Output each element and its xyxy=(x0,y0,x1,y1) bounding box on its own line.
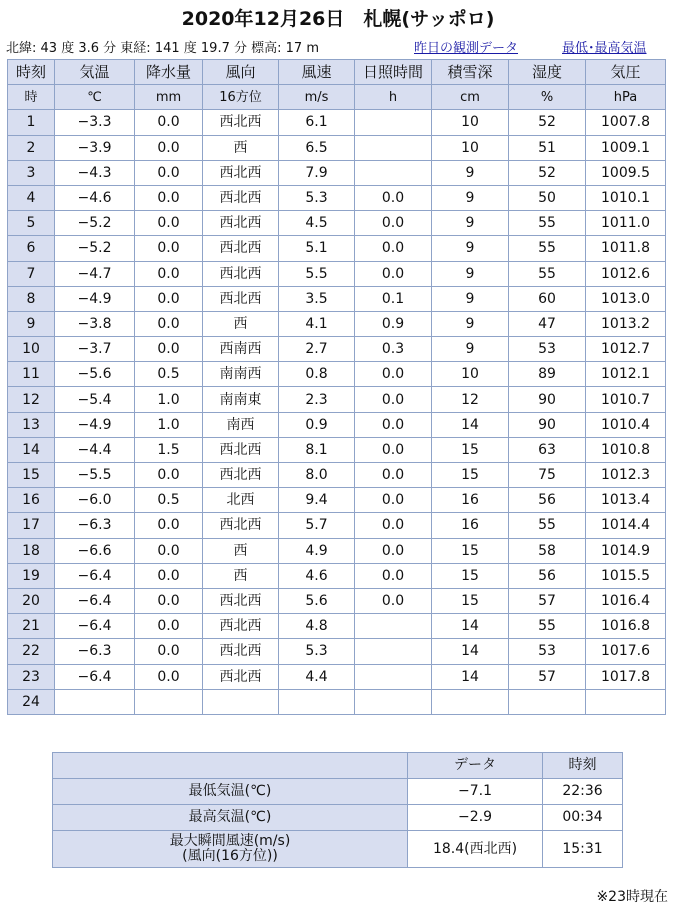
cell-precipitation: 0.0 xyxy=(135,236,203,261)
cell-humidity: 50 xyxy=(509,185,586,210)
table-row xyxy=(8,614,666,639)
cell-hour: 22 xyxy=(8,639,55,664)
cell-pressure: 1009.5 xyxy=(586,160,666,185)
cell-hour: 14 xyxy=(8,437,55,462)
cell-pressure: 1011.8 xyxy=(586,236,666,261)
cell-humidity: 55 xyxy=(509,614,586,639)
cell-wind-direction: 南西 xyxy=(203,412,279,437)
cell-humidity: 58 xyxy=(509,538,586,563)
cell-pressure: 1014.9 xyxy=(586,538,666,563)
cell-precipitation: 0.0 xyxy=(135,135,203,160)
cell-wind-direction: 南南東 xyxy=(203,387,279,412)
cell-temperature: −6.4 xyxy=(55,614,135,639)
cell-temperature: −4.4 xyxy=(55,437,135,462)
cell-wind-direction: 西 xyxy=(203,538,279,563)
cell-humidity: 89 xyxy=(509,362,586,387)
cell-wind-direction: 西北西 xyxy=(203,110,279,135)
table-row xyxy=(8,236,666,261)
cell-precipitation: 0.0 xyxy=(135,588,203,613)
cell-hour: 24 xyxy=(8,689,55,714)
cell-pressure: 1016.4 xyxy=(586,588,666,613)
cell-snow-depth: 12 xyxy=(432,387,509,412)
cell-humidity: 60 xyxy=(509,286,586,311)
cell-precipitation: 0.0 xyxy=(135,463,203,488)
cell-humidity xyxy=(509,689,586,714)
cell-pressure: 1013.0 xyxy=(586,286,666,311)
cell-sunshine: 0.0 xyxy=(355,387,432,412)
cell-pressure: 1007.8 xyxy=(586,110,666,135)
cell-wind-direction: 西北西 xyxy=(203,185,279,210)
cell-hour: 8 xyxy=(8,286,55,311)
cell-wind-speed: m/s xyxy=(279,85,355,110)
cell-humidity: 52 xyxy=(509,160,586,185)
station-meta xyxy=(6,37,670,56)
table-row xyxy=(8,463,666,488)
cell-sunshine: 0.0 xyxy=(355,563,432,588)
cell-snow-depth: cm xyxy=(432,85,509,110)
cell-temperature: ℃ xyxy=(55,85,135,110)
cell-snow-depth: 14 xyxy=(432,614,509,639)
cell-hour: 時刻 xyxy=(8,60,55,85)
cell-wind-speed: 4.9 xyxy=(279,538,355,563)
cell-temperature: −4.7 xyxy=(55,261,135,286)
cell-hour: 21 xyxy=(8,614,55,639)
cell-precipitation: 1.0 xyxy=(135,387,203,412)
cell-precipitation: 0.0 xyxy=(135,211,203,236)
cell-sunshine: 0.0 xyxy=(355,463,432,488)
cell-precipitation: 0.0 xyxy=(135,614,203,639)
cell-sunshine: 0.0 xyxy=(355,185,432,210)
cell-temperature: −3.8 xyxy=(55,311,135,336)
max-gust-label-line1: 最大瞬間風速(m/s) xyxy=(169,833,291,850)
cell-wind-direction xyxy=(203,689,279,714)
cell-temperature: −3.9 xyxy=(55,135,135,160)
cell-wind-direction: 西北西 xyxy=(203,513,279,538)
min-temp-value: −7.1 xyxy=(408,779,543,805)
table-row xyxy=(8,286,666,311)
cell-temperature: −5.6 xyxy=(55,362,135,387)
cell-pressure: 1013.2 xyxy=(586,311,666,336)
table-row xyxy=(8,135,666,160)
cell-sunshine: 0.0 xyxy=(355,538,432,563)
latitude-value: 43 度 3.6 分 xyxy=(40,41,117,56)
cell-hour: 5 xyxy=(8,211,55,236)
cell-wind-direction: 西南西 xyxy=(203,337,279,362)
table-row xyxy=(8,437,666,462)
cell-wind-speed: 7.9 xyxy=(279,160,355,185)
longitude-label: 東経: xyxy=(120,41,151,56)
cell-pressure: 1014.4 xyxy=(586,513,666,538)
cell-wind-speed: 0.8 xyxy=(279,362,355,387)
cell-precipitation: 降水量 xyxy=(135,60,203,85)
cell-hour: 11 xyxy=(8,362,55,387)
cell-sunshine: 0.0 xyxy=(355,211,432,236)
table-row xyxy=(8,160,666,185)
cell-wind-direction: 西 xyxy=(203,135,279,160)
cell-temperature: −3.7 xyxy=(55,337,135,362)
summary-header-row xyxy=(53,753,623,779)
cell-sunshine: 0.0 xyxy=(355,412,432,437)
cell-snow-depth: 9 xyxy=(432,211,509,236)
cell-wind-speed: 5.1 xyxy=(279,236,355,261)
max-gust-value: 18.4(西北西) xyxy=(408,831,543,868)
table-row xyxy=(8,211,666,236)
cell-snow-depth: 9 xyxy=(432,337,509,362)
cell-wind-speed: 9.4 xyxy=(279,488,355,513)
cell-wind-direction: 西北西 xyxy=(203,286,279,311)
cell-snow-depth: 9 xyxy=(432,185,509,210)
cell-snow-depth: 15 xyxy=(432,538,509,563)
cell-wind-direction: 西北西 xyxy=(203,614,279,639)
cell-snow-depth: 積雪深 xyxy=(432,60,509,85)
cell-snow-depth: 14 xyxy=(432,664,509,689)
cell-precipitation: 1.5 xyxy=(135,437,203,462)
cell-hour: 時 xyxy=(8,85,55,110)
cell-snow-depth: 15 xyxy=(432,588,509,613)
cell-wind-direction: 南南西 xyxy=(203,362,279,387)
cell-sunshine xyxy=(355,639,432,664)
cell-sunshine: 日照時間 xyxy=(355,60,432,85)
cell-wind-direction: 西北西 xyxy=(203,236,279,261)
cell-wind-speed: 5.5 xyxy=(279,261,355,286)
cell-temperature: −6.0 xyxy=(55,488,135,513)
cell-humidity: 55 xyxy=(509,261,586,286)
cell-sunshine xyxy=(355,110,432,135)
summary-table xyxy=(52,752,623,868)
cell-humidity: 51 xyxy=(509,135,586,160)
cell-temperature: −6.4 xyxy=(55,588,135,613)
header-row-labels xyxy=(8,60,666,85)
cell-snow-depth: 16 xyxy=(432,488,509,513)
as-of-note: ※23時現在 xyxy=(596,889,668,905)
summary-header-data: データ xyxy=(408,753,543,779)
cell-wind-direction: 西北西 xyxy=(203,160,279,185)
summary-row-max-gust xyxy=(53,831,623,868)
cell-wind-speed xyxy=(279,689,355,714)
cell-precipitation: 0.0 xyxy=(135,311,203,336)
cell-pressure: 1012.6 xyxy=(586,261,666,286)
cell-temperature: −5.5 xyxy=(55,463,135,488)
cell-humidity: 56 xyxy=(509,488,586,513)
cell-snow-depth: 16 xyxy=(432,513,509,538)
cell-wind-speed: 4.6 xyxy=(279,563,355,588)
table-row xyxy=(8,639,666,664)
cell-humidity: 47 xyxy=(509,311,586,336)
cell-sunshine: 0.9 xyxy=(355,311,432,336)
header-row-units xyxy=(8,85,666,110)
cell-pressure xyxy=(586,689,666,714)
cell-pressure: 1012.3 xyxy=(586,463,666,488)
cell-hour: 3 xyxy=(8,160,55,185)
cell-wind-speed: 3.5 xyxy=(279,286,355,311)
cell-sunshine: h xyxy=(355,85,432,110)
cell-temperature: −6.4 xyxy=(55,664,135,689)
cell-pressure: hPa xyxy=(586,85,666,110)
cell-hour: 6 xyxy=(8,236,55,261)
cell-sunshine xyxy=(355,614,432,639)
cell-hour: 10 xyxy=(8,337,55,362)
cell-temperature: −4.3 xyxy=(55,160,135,185)
cell-wind-speed: 0.9 xyxy=(279,412,355,437)
cell-wind-speed: 8.1 xyxy=(279,437,355,462)
longitude-value: 141 度 19.7 分 xyxy=(154,41,247,56)
cell-wind-direction: 西 xyxy=(203,563,279,588)
cell-wind-speed: 4.5 xyxy=(279,211,355,236)
table-row xyxy=(8,412,666,437)
cell-hour: 19 xyxy=(8,563,55,588)
cell-temperature: −5.2 xyxy=(55,236,135,261)
cell-precipitation: 0.0 xyxy=(135,110,203,135)
cell-snow-depth: 9 xyxy=(432,236,509,261)
cell-temperature: −6.6 xyxy=(55,538,135,563)
cell-temperature: −6.4 xyxy=(55,563,135,588)
cell-sunshine xyxy=(355,135,432,160)
cell-snow-depth: 14 xyxy=(432,412,509,437)
cell-hour: 18 xyxy=(8,538,55,563)
cell-humidity: 52 xyxy=(509,110,586,135)
cell-snow-depth: 9 xyxy=(432,311,509,336)
max-temp-label: 最高気温(℃) xyxy=(53,805,408,831)
cell-pressure: 1012.1 xyxy=(586,362,666,387)
cell-snow-depth: 10 xyxy=(432,110,509,135)
yesterday-data-link[interactable]: 昨日の観測データ xyxy=(414,41,519,56)
cell-snow-depth: 15 xyxy=(432,563,509,588)
cell-wind-speed: 4.1 xyxy=(279,311,355,336)
cell-precipitation: 0.0 xyxy=(135,563,203,588)
cell-temperature xyxy=(55,689,135,714)
cell-precipitation: 0.0 xyxy=(135,664,203,689)
table-row xyxy=(8,664,666,689)
cell-humidity: 57 xyxy=(509,588,586,613)
summary-row-min-temp xyxy=(53,779,623,805)
cell-wind-speed: 5.7 xyxy=(279,513,355,538)
latitude-label: 北緯: xyxy=(6,41,37,56)
cell-wind-speed: 5.3 xyxy=(279,185,355,210)
cell-precipitation: 0.5 xyxy=(135,488,203,513)
cell-sunshine: 0.0 xyxy=(355,236,432,261)
cell-temperature: −4.9 xyxy=(55,412,135,437)
cell-wind-speed: 5.6 xyxy=(279,588,355,613)
cell-wind-speed: 5.3 xyxy=(279,639,355,664)
cell-precipitation: 0.0 xyxy=(135,639,203,664)
cell-sunshine: 0.0 xyxy=(355,513,432,538)
max-gust-time: 15:31 xyxy=(543,831,623,868)
cell-humidity: 湿度 xyxy=(509,60,586,85)
cell-humidity: 56 xyxy=(509,563,586,588)
cell-sunshine xyxy=(355,664,432,689)
table-row xyxy=(8,110,666,135)
cell-wind-speed: 4.4 xyxy=(279,664,355,689)
cell-humidity: 53 xyxy=(509,639,586,664)
cell-pressure: 1010.7 xyxy=(586,387,666,412)
cell-temperature: −3.3 xyxy=(55,110,135,135)
cell-pressure: 1011.0 xyxy=(586,211,666,236)
table-row xyxy=(8,513,666,538)
cell-snow-depth: 15 xyxy=(432,463,509,488)
cell-hour: 13 xyxy=(8,412,55,437)
cell-hour: 12 xyxy=(8,387,55,412)
cell-precipitation: 0.0 xyxy=(135,513,203,538)
cell-humidity: 53 xyxy=(509,337,586,362)
cell-sunshine xyxy=(355,160,432,185)
cell-temperature: −5.2 xyxy=(55,211,135,236)
cell-hour: 15 xyxy=(8,463,55,488)
cell-snow-depth xyxy=(432,689,509,714)
cell-humidity: 55 xyxy=(509,513,586,538)
cell-temperature: −5.4 xyxy=(55,387,135,412)
cell-wind-direction: 西北西 xyxy=(203,261,279,286)
cell-precipitation: 0.5 xyxy=(135,362,203,387)
cell-wind-direction: 西北西 xyxy=(203,463,279,488)
cell-wind-direction: 北西 xyxy=(203,488,279,513)
cell-snow-depth: 9 xyxy=(432,286,509,311)
cell-snow-depth: 10 xyxy=(432,362,509,387)
cell-humidity: 55 xyxy=(509,236,586,261)
cell-wind-direction: 西北西 xyxy=(203,588,279,613)
cell-sunshine: 0.0 xyxy=(355,588,432,613)
table-row xyxy=(8,185,666,210)
cell-wind-direction: 西北西 xyxy=(203,437,279,462)
cell-wind-direction: 16方位 xyxy=(203,85,279,110)
max-temp-time: 00:34 xyxy=(543,805,623,831)
elevation-value: 17 m xyxy=(285,41,319,56)
cell-pressure: 1009.1 xyxy=(586,135,666,160)
cell-sunshine: 0.0 xyxy=(355,261,432,286)
cell-sunshine: 0.0 xyxy=(355,362,432,387)
cell-hour: 20 xyxy=(8,588,55,613)
cell-precipitation: 0.0 xyxy=(135,185,203,210)
cell-pressure: 1010.8 xyxy=(586,437,666,462)
cell-temperature: 気温 xyxy=(55,60,135,85)
cell-wind-speed: 4.8 xyxy=(279,614,355,639)
cell-sunshine: 0.0 xyxy=(355,437,432,462)
cell-humidity: 57 xyxy=(509,664,586,689)
cell-precipitation: 1.0 xyxy=(135,412,203,437)
summary-row-max-temp xyxy=(53,805,623,831)
max-temp-value: −2.9 xyxy=(408,805,543,831)
table-row xyxy=(8,311,666,336)
cell-snow-depth: 14 xyxy=(432,639,509,664)
cell-hour: 2 xyxy=(8,135,55,160)
table-row xyxy=(8,563,666,588)
cell-wind-direction: 風向 xyxy=(203,60,279,85)
page-title: 2020年12月26日 札幌(サッポロ) xyxy=(181,8,495,30)
cell-precipitation: 0.0 xyxy=(135,160,203,185)
cell-precipitation: 0.0 xyxy=(135,286,203,311)
cell-hour: 7 xyxy=(8,261,55,286)
cell-sunshine: 0.0 xyxy=(355,488,432,513)
cell-hour: 9 xyxy=(8,311,55,336)
cell-precipitation: 0.0 xyxy=(135,538,203,563)
cell-precipitation: mm xyxy=(135,85,203,110)
table-row xyxy=(8,387,666,412)
elevation-label: 標高: xyxy=(251,41,282,56)
cell-wind-speed: 6.5 xyxy=(279,135,355,160)
table-row xyxy=(8,362,666,387)
table-row xyxy=(8,538,666,563)
cell-humidity: 55 xyxy=(509,211,586,236)
cell-precipitation: 0.0 xyxy=(135,337,203,362)
cell-snow-depth: 9 xyxy=(432,261,509,286)
cell-pressure: 1017.8 xyxy=(586,664,666,689)
max-gust-label-line2: (風向(16方位)) xyxy=(182,848,278,864)
cell-wind-direction: 西 xyxy=(203,311,279,336)
cell-humidity: 90 xyxy=(509,412,586,437)
cell-pressure: 1017.6 xyxy=(586,639,666,664)
cell-wind-speed: 8.0 xyxy=(279,463,355,488)
cell-pressure: 1010.1 xyxy=(586,185,666,210)
cell-humidity: 63 xyxy=(509,437,586,462)
min-temp-label: 最低気温(℃) xyxy=(53,779,408,805)
cell-pressure: 1015.5 xyxy=(586,563,666,588)
cell-wind-direction: 西北西 xyxy=(203,639,279,664)
cell-hour: 1 xyxy=(8,110,55,135)
cell-snow-depth: 10 xyxy=(432,135,509,160)
cell-hour: 16 xyxy=(8,488,55,513)
cell-temperature: −4.9 xyxy=(55,286,135,311)
cell-hour: 4 xyxy=(8,185,55,210)
cell-wind-speed: 2.7 xyxy=(279,337,355,362)
table-row xyxy=(8,689,666,714)
cell-pressure: 1010.4 xyxy=(586,412,666,437)
hourly-observation-table xyxy=(7,59,666,715)
cell-wind-direction: 西北西 xyxy=(203,664,279,689)
cell-sunshine: 0.3 xyxy=(355,337,432,362)
cell-snow-depth: 9 xyxy=(432,160,509,185)
min-temp-time: 22:36 xyxy=(543,779,623,805)
cell-hour: 23 xyxy=(8,664,55,689)
cell-humidity: 90 xyxy=(509,387,586,412)
cell-temperature: −4.6 xyxy=(55,185,135,210)
table-row xyxy=(8,337,666,362)
max-gust-label xyxy=(53,831,408,868)
table-row xyxy=(8,588,666,613)
summary-header-blank xyxy=(53,753,408,779)
summary-header-time: 時刻 xyxy=(543,753,623,779)
cell-sunshine: 0.1 xyxy=(355,286,432,311)
cell-pressure: 1016.8 xyxy=(586,614,666,639)
cell-humidity: % xyxy=(509,85,586,110)
cell-wind-speed: 6.1 xyxy=(279,110,355,135)
cell-temperature: −6.3 xyxy=(55,639,135,664)
cell-wind-direction: 西北西 xyxy=(203,211,279,236)
cell-pressure: 気圧 xyxy=(586,60,666,85)
cell-precipitation: 0.0 xyxy=(135,261,203,286)
cell-humidity: 75 xyxy=(509,463,586,488)
cell-precipitation xyxy=(135,689,203,714)
cell-temperature: −6.3 xyxy=(55,513,135,538)
cell-snow-depth: 15 xyxy=(432,437,509,462)
cell-pressure: 1012.7 xyxy=(586,337,666,362)
table-row xyxy=(8,261,666,286)
cell-hour: 17 xyxy=(8,513,55,538)
table-row xyxy=(8,488,666,513)
cell-wind-speed: 2.3 xyxy=(279,387,355,412)
cell-pressure: 1013.4 xyxy=(586,488,666,513)
cell-wind-speed: 風速 xyxy=(279,60,355,85)
cell-sunshine xyxy=(355,689,432,714)
min-max-temp-link[interactable]: 最低･最高気温 xyxy=(562,41,647,56)
